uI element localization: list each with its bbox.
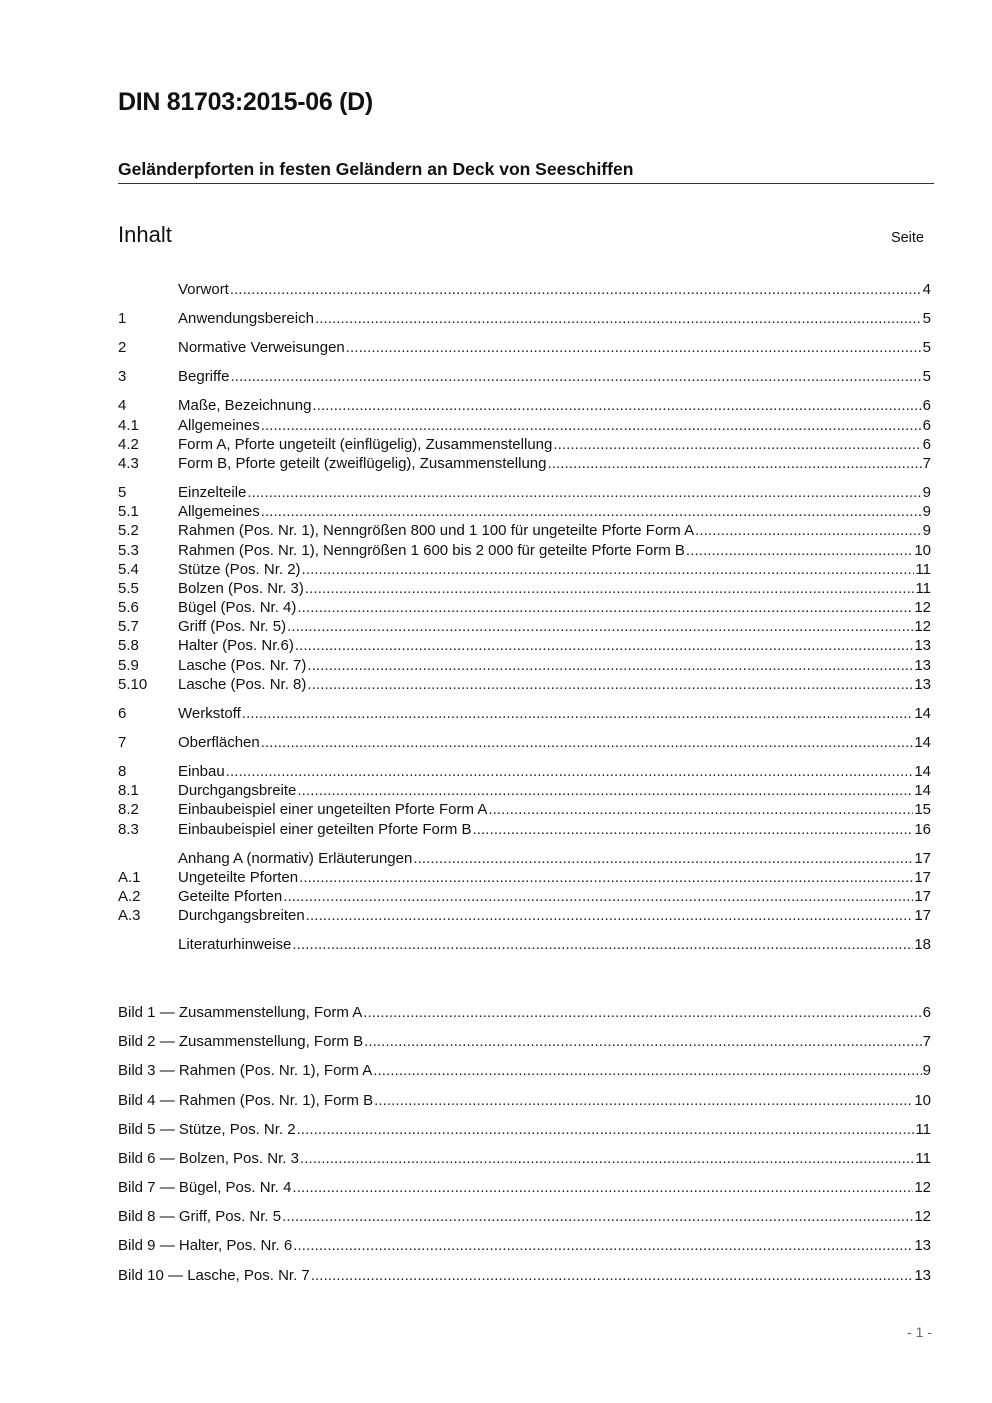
dot-leader xyxy=(374,1091,913,1111)
toc-entry[interactable] xyxy=(118,396,931,416)
entry-page: 12 xyxy=(914,1179,931,1196)
toc-heading: Inhalt xyxy=(118,222,172,247)
dot-leader xyxy=(261,733,914,753)
toc-entry[interactable] xyxy=(118,435,931,455)
toc-entry[interactable] xyxy=(118,820,931,840)
toc-entry[interactable] xyxy=(118,704,931,724)
entry-number: 4.1 xyxy=(118,417,139,434)
dot-leader xyxy=(297,598,913,618)
dot-leader xyxy=(242,704,914,724)
entry-label: Bild 8 — Griff, Pos. Nr. 5 xyxy=(118,1208,282,1225)
entry-page: 12 xyxy=(914,1208,931,1225)
entry-label: Durchgangsbreite xyxy=(178,782,297,799)
entry-label: Form A, Pforte ungeteilt (einflügelig), Zusammenstellung xyxy=(178,436,553,453)
dot-leader xyxy=(282,1207,913,1227)
dot-leader xyxy=(305,579,915,599)
entry-label: Rahmen (Pos. Nr. 1), Nenngrößen 800 und 1 100 für ungeteilte Pforte Form A xyxy=(178,522,695,539)
dot-leader xyxy=(230,280,922,300)
entry-number: 5.2 xyxy=(118,522,139,539)
entry-page: 10 xyxy=(914,542,931,559)
toc-entry[interactable] xyxy=(118,935,931,955)
entry-number: 8.1 xyxy=(118,782,139,799)
dot-leader xyxy=(295,636,913,656)
entry-page: 11 xyxy=(915,1150,931,1167)
dot-leader xyxy=(292,935,913,955)
entry-label: Ungeteilte Pforten xyxy=(178,869,299,886)
dot-leader xyxy=(307,656,913,676)
dot-leader xyxy=(686,541,913,561)
entry-number: 8.2 xyxy=(118,801,139,818)
entry-label: Lasche (Pos. Nr. 8) xyxy=(178,676,307,693)
dot-leader xyxy=(247,483,921,503)
entry-page: 9 xyxy=(922,522,931,539)
figure-entry[interactable] xyxy=(118,1236,931,1256)
figure-entry[interactable] xyxy=(118,1120,931,1140)
dot-leader xyxy=(306,906,914,926)
entry-label: Einbau xyxy=(178,763,225,780)
entry-label: Einbaubeispiel einer ungeteilten Pforte Form A xyxy=(178,801,488,818)
entry-page: 17 xyxy=(914,888,931,905)
figure-entry[interactable] xyxy=(118,1266,931,1286)
entry-label: Halter (Pos. Nr.6) xyxy=(178,637,294,654)
entry-number: 5.9 xyxy=(118,657,139,674)
entry-number: 8 xyxy=(118,763,127,780)
toc-entry[interactable] xyxy=(118,338,931,358)
entry-page: 14 xyxy=(914,734,931,751)
entry-label: Bild 2 — Zusammenstellung, Form B xyxy=(118,1033,364,1050)
dot-leader xyxy=(226,762,914,782)
toc-entry[interactable] xyxy=(118,367,931,387)
entry-number: 8.3 xyxy=(118,821,139,838)
toc-entry[interactable] xyxy=(118,868,931,888)
toc-entry[interactable] xyxy=(118,675,931,695)
toc-entry[interactable] xyxy=(118,598,931,618)
page-column-label: Seite xyxy=(890,230,924,246)
dot-leader xyxy=(287,617,913,637)
entry-page: 9 xyxy=(922,1062,931,1079)
entry-number: A.2 xyxy=(118,888,141,905)
figure-entry[interactable] xyxy=(118,1091,931,1111)
entry-label: Anhang A (normativ) Erläuterungen xyxy=(178,850,413,867)
dot-leader xyxy=(300,1149,915,1169)
entry-page: 6 xyxy=(922,436,931,453)
entry-number: 5.6 xyxy=(118,599,139,616)
dot-leader xyxy=(261,502,922,522)
toc-entry[interactable] xyxy=(118,733,931,753)
entry-number: 5.8 xyxy=(118,637,139,654)
entry-label: Werkstoff xyxy=(178,705,241,722)
entry-number: A.1 xyxy=(118,869,141,886)
toc-entry[interactable] xyxy=(118,579,931,599)
toc-entry[interactable] xyxy=(118,762,931,782)
dot-leader xyxy=(553,435,921,455)
entry-label: Bild 5 — Stütze, Pos. Nr. 2 xyxy=(118,1121,296,1138)
entry-label: Lasche (Pos. Nr. 7) xyxy=(178,657,307,674)
toc-entry[interactable] xyxy=(118,656,931,676)
toc-entry[interactable] xyxy=(118,906,931,926)
entry-page: 9 xyxy=(922,503,931,520)
entry-label: Durchgangsbreiten xyxy=(178,907,305,924)
entry-label: Anwendungsbereich xyxy=(178,310,314,327)
dot-leader xyxy=(302,560,915,580)
entry-number: 6 xyxy=(118,705,127,722)
entry-label: Stütze (Pos. Nr. 2) xyxy=(178,561,301,578)
entry-page: 17 xyxy=(914,869,931,886)
entry-page: 11 xyxy=(915,1121,931,1138)
entry-label: Geteilte Pforten xyxy=(178,888,283,905)
entry-number: 4.3 xyxy=(118,455,139,472)
entry-number: 5.7 xyxy=(118,618,139,635)
entry-label: Bild 7 — Bügel, Pos. Nr. 4 xyxy=(118,1179,292,1196)
toc-entry[interactable] xyxy=(118,560,931,580)
entry-page: 6 xyxy=(922,1004,931,1021)
entry-page: 13 xyxy=(914,1267,931,1284)
entry-number: 4.2 xyxy=(118,436,139,453)
entry-page: 5 xyxy=(922,339,931,356)
dot-leader xyxy=(315,309,922,329)
dot-leader xyxy=(373,1061,921,1081)
entry-label: Literaturhinweise xyxy=(178,936,292,953)
entry-page: 12 xyxy=(914,599,931,616)
entry-number: 1 xyxy=(118,310,127,327)
entry-label: Bild 10 — Lasche, Pos. Nr. 7 xyxy=(118,1267,310,1284)
dot-leader xyxy=(293,1236,913,1256)
entry-label: Bild 9 — Halter, Pos. Nr. 6 xyxy=(118,1237,293,1254)
dot-leader xyxy=(473,820,914,840)
title-divider xyxy=(118,183,934,184)
entry-number: 5 xyxy=(118,484,127,501)
figure-entry[interactable] xyxy=(118,1061,931,1081)
dot-leader xyxy=(547,454,921,474)
entry-page: 10 xyxy=(914,1092,931,1109)
entry-page: 4 xyxy=(922,281,931,298)
entry-number: 2 xyxy=(118,339,127,356)
dot-leader xyxy=(230,367,921,387)
toc-entry[interactable] xyxy=(118,309,931,329)
entry-label: Bild 1 — Zusammenstellung, Form A xyxy=(118,1004,363,1021)
dot-leader xyxy=(307,675,913,695)
entry-page: 5 xyxy=(922,368,931,385)
entry-number: 4 xyxy=(118,397,127,414)
entry-number: 5.1 xyxy=(118,503,139,520)
entry-label: Bild 3 — Rahmen (Pos. Nr. 1), Form A xyxy=(118,1062,373,1079)
dot-leader xyxy=(311,1266,914,1286)
dot-leader xyxy=(292,1178,913,1198)
dot-leader xyxy=(312,396,921,416)
figure-entry[interactable] xyxy=(118,1178,931,1198)
entry-label: Bolzen (Pos. Nr. 3) xyxy=(178,580,304,597)
entry-label: Vorwort xyxy=(178,281,229,298)
figure-entry[interactable] xyxy=(118,1149,931,1169)
toc-entry[interactable] xyxy=(118,636,931,656)
entry-label: Einzelteile xyxy=(178,484,247,501)
dot-leader xyxy=(261,416,922,436)
entry-page: 13 xyxy=(914,657,931,674)
entry-page: 16 xyxy=(914,821,931,838)
toc-entry[interactable] xyxy=(118,416,931,436)
entry-number: A.3 xyxy=(118,907,141,924)
entry-page: 13 xyxy=(914,676,931,693)
entry-page: 17 xyxy=(914,850,931,867)
entry-label: Einbaubeispiel einer geteilten Pforte Form B xyxy=(178,821,472,838)
entry-page: 13 xyxy=(914,637,931,654)
toc-entry[interactable] xyxy=(118,781,931,801)
dot-leader xyxy=(488,800,913,820)
dot-leader xyxy=(695,521,922,541)
entry-page: 11 xyxy=(915,561,931,578)
entry-page: 7 xyxy=(922,455,931,472)
figure-entry[interactable] xyxy=(118,1003,931,1023)
toc-entry[interactable] xyxy=(118,541,931,561)
figure-entry[interactable] xyxy=(118,1032,931,1052)
entry-number: 5.10 xyxy=(118,676,148,693)
document-title: DIN 81703:2015-06 (D) xyxy=(118,88,373,116)
entry-number: 7 xyxy=(118,734,127,751)
dot-leader xyxy=(297,1120,915,1140)
entry-label: Allgemeines xyxy=(178,503,260,520)
entry-label: Griff (Pos. Nr. 5) xyxy=(178,618,287,635)
toc-entry[interactable] xyxy=(118,887,931,907)
entry-page: 14 xyxy=(914,763,931,780)
entry-page: 15 xyxy=(914,801,931,818)
dot-leader xyxy=(413,849,913,869)
entry-label: Begriffe xyxy=(178,368,230,385)
toc-entry[interactable] xyxy=(118,483,931,503)
toc-entry[interactable] xyxy=(118,454,931,474)
entry-page: 6 xyxy=(922,417,931,434)
entry-page: 18 xyxy=(914,936,931,953)
entry-page: 12 xyxy=(914,618,931,635)
entry-label: Bild 6 — Bolzen, Pos. Nr. 3 xyxy=(118,1150,299,1167)
entry-label: Form B, Pforte geteilt (zweiflügelig), Zusammenstellung xyxy=(178,455,547,472)
entry-page: 5 xyxy=(922,310,931,327)
entry-page: 11 xyxy=(915,580,931,597)
toc-entry[interactable] xyxy=(118,280,931,300)
dot-leader xyxy=(364,1032,922,1052)
dot-leader xyxy=(346,338,922,358)
entry-page: 17 xyxy=(914,907,931,924)
dot-leader xyxy=(299,868,913,888)
toc-entry[interactable] xyxy=(118,800,931,820)
figure-entry[interactable] xyxy=(118,1207,931,1227)
entry-page: 7 xyxy=(922,1033,931,1050)
entry-page: 14 xyxy=(914,705,931,722)
entry-page: 13 xyxy=(914,1237,931,1254)
entry-number: 5.4 xyxy=(118,561,139,578)
toc-entry[interactable] xyxy=(118,849,931,869)
toc-entry[interactable] xyxy=(118,617,931,637)
entry-number: 5.5 xyxy=(118,580,139,597)
document-subtitle: Geländerpforten in festen Geländern an Deck von Seeschiffen xyxy=(118,159,634,179)
dot-leader xyxy=(283,887,913,907)
toc-entry[interactable] xyxy=(118,502,931,522)
entry-number: 3 xyxy=(118,368,127,385)
entry-label: Rahmen (Pos. Nr. 1), Nenngrößen 1 600 bis 2 000 für geteilte Pforte Form B xyxy=(178,542,685,559)
entry-label: Maße, Bezeichnung xyxy=(178,397,312,414)
toc-entry[interactable] xyxy=(118,521,931,541)
entry-number: 5.3 xyxy=(118,542,139,559)
entry-label: Allgemeines xyxy=(178,417,260,434)
entry-page: 9 xyxy=(922,484,931,501)
entry-label: Oberflächen xyxy=(178,734,260,751)
entry-label: Bild 4 — Rahmen (Pos. Nr. 1), Form B xyxy=(118,1092,374,1109)
entry-page: 6 xyxy=(922,397,931,414)
entry-label: Normative Verweisungen xyxy=(178,339,345,356)
entry-page: 14 xyxy=(914,782,931,799)
dot-leader xyxy=(297,781,913,801)
page-number: - 1 - xyxy=(907,1324,932,1340)
entry-label: Bügel (Pos. Nr. 4) xyxy=(178,599,297,616)
dot-leader xyxy=(363,1003,921,1023)
